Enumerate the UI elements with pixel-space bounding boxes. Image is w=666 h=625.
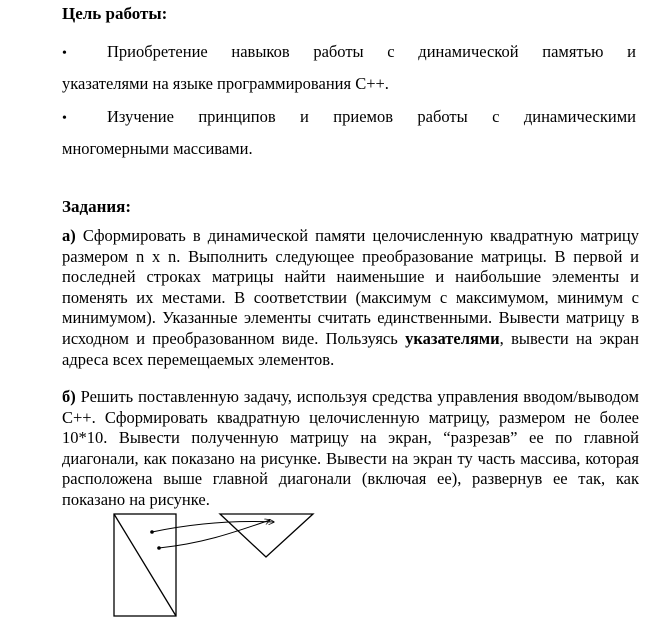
task-a-text-after: , вывести на экран адреса всех перемещаемых элементов. (62, 328, 639, 369)
task-b-label: б) (62, 387, 76, 406)
goal-bullet-2-line2: многомерными массивами. (62, 139, 253, 158)
task-a-text-before: Сформировать в динамической памяти целочисленную квадратную матрицу размером n x n. Выполнить следующее преобразование матрицы. В первой и последней строках матрицы найти наименьшие и наибольшие элементы и поменять их местами. В соответствии (максимум с максимумом, минимум с минимумом). Указанные элементы считать единственными. Вывести матрицу в исходном и преобразованном виде. Пользуясь (62, 226, 639, 348)
goal-bullet-1-line1: Приобретение навыков работы с динамической памятью и (107, 42, 636, 61)
bullet-icon: • (62, 111, 67, 126)
task-b-text: Решить поставленную задачу, используя средства управления вводом/выводом С++. Сформировать квадратную целочисленную матрицу, размером не более 10*10. Вывести полученную матрицу на экран, “разрезав” ее по главной диагонали, как показано на рисунке. Вывести на экран ту часть массива, которая расположена выше главной диагонали (включая ее), развернув ее так, как показано на рисунке. (62, 387, 639, 509)
tasks-heading: Задания: (62, 197, 132, 216)
goal-heading: Цель работы: (62, 4, 168, 23)
goal-bullet-2-line1: Изучение принципов и приемов работы с динамическими (107, 107, 636, 126)
task-a-label: а) (62, 226, 76, 245)
task-a-bold-word: указателями (405, 328, 500, 348)
arrow-upper (152, 521, 274, 532)
rotated-upper-triangle (220, 514, 313, 557)
goal-bullet-1-line2: указателями на языке программирования С++. (62, 74, 389, 93)
bullet-icon: • (62, 46, 67, 61)
